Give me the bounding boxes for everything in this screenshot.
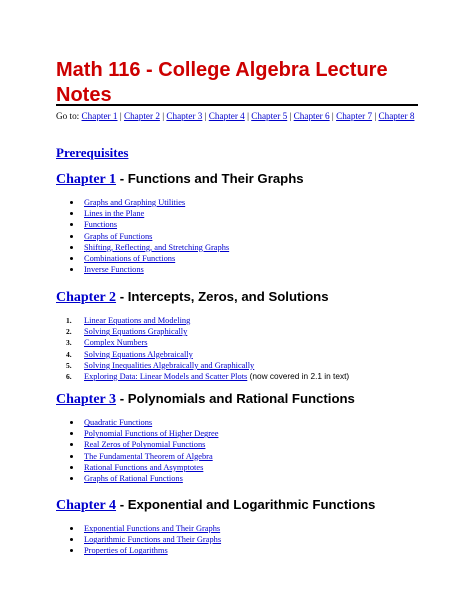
nav-separator: | [119,111,122,121]
list-item [56,264,446,275]
list-item [56,197,446,208]
nav-separator: | [374,111,377,121]
chapter-2-title: - Intercepts, Zeros, and Solutions [116,289,329,304]
list-item [56,439,446,450]
nav-separator: | [331,111,334,121]
topic-link[interactable]: Graphs of Rational Functions [84,473,183,483]
list-item [56,534,446,545]
list-item [56,428,446,439]
list-item [56,208,446,219]
list-item [56,231,446,242]
chapter-3-topic-list [56,417,446,484]
list-item [56,242,446,253]
chapter-4-heading [56,496,446,515]
prerequisites-heading [56,145,128,161]
chapter-3-title: - Polynomials and Rational Functions [116,391,355,406]
topic-link[interactable]: Rational Functions and Asymptotes [84,462,204,472]
list-item [56,371,446,382]
topic-link[interactable]: Combinations of Functions [84,253,176,263]
chapter-2-link[interactable]: Chapter 2 [56,290,117,305]
topic-link[interactable]: Properties of Logarithms [84,546,168,556]
item-number: 3. [66,338,72,348]
goto-prefix: Go to: [56,111,80,121]
nav-link-chapter-6[interactable]: Chapter 6 [293,111,330,121]
topic-link[interactable]: Functions [84,220,118,230]
item-number: 6. [66,371,72,381]
topic-link[interactable]: Graphs and Graphing Utilities [84,198,186,207]
prerequisites-link[interactable]: Prerequisites [56,145,129,160]
chapter-1-section [56,170,446,275]
nav-link-chapter-4[interactable]: Chapter 4 [208,111,245,121]
list-item [56,349,446,360]
topic-link[interactable]: Shifting, Reflecting, and Stretching Graphs [84,242,230,252]
chapter-2-section [56,288,446,382]
chapter-3-heading [56,390,446,409]
topic-link[interactable]: Exploring Data: Linear Models and Scatter Plots [84,371,248,381]
nav-separator: | [204,111,207,121]
list-item [56,462,446,473]
topic-link[interactable]: Lines in the Plane [84,209,145,219]
topic-link[interactable]: Inverse Functions [84,265,144,275]
chapter-1-heading [56,170,446,189]
chapter-1-title: - Functions and Their Graphs [116,171,304,186]
topic-link[interactable]: Quadratic Functions [84,418,153,427]
nav-link-chapter-5[interactable]: Chapter 5 [251,111,288,121]
nav-separator: | [247,111,249,121]
list-item [56,326,446,337]
nav-link-chapter-7[interactable]: Chapter 7 [336,111,373,121]
chapter-1-topic-list [56,197,446,275]
topic-link[interactable]: Polynomial Functions of Higher Degree [84,429,219,439]
topic-link[interactable]: Real Zeros of Polynomial Functions [84,440,206,450]
list-item [56,315,446,326]
page-title: Math 116 - College Algebra Lecture Notes [56,59,388,106]
list-item [56,219,446,230]
nav-link-chapter-3[interactable]: Chapter 3 [166,111,203,121]
list-item [56,523,446,534]
chapter-2-heading [56,288,446,307]
list-item [56,337,446,348]
chapter-nav [56,110,422,122]
topic-link[interactable]: Solving Inequalities Algebraically and Graphically [84,360,255,370]
chapter-4-section [56,496,446,557]
nav-link-chapter-2[interactable]: Chapter 2 [123,111,160,121]
item-number: 5. [66,360,72,370]
chapter-4-topic-list [56,523,446,557]
chapter-4-title: - Exponential and Logarithmic Functions [116,497,376,512]
item-number: 4. [66,349,72,359]
topic-link[interactable]: Complex Numbers [84,338,148,348]
topic-link[interactable]: Graphs of Functions [84,231,153,241]
chapter-2-topic-list [56,315,446,382]
list-item [56,253,446,264]
item-number: 2. [66,327,72,337]
list-item [56,417,446,428]
chapter-3-link[interactable]: Chapter 3 [56,392,117,407]
topic-link[interactable]: Solving Equations Algebraically [84,349,193,359]
topic-link[interactable]: The Fundamental Theorem of Algebra [84,451,213,461]
nav-link-chapter-8[interactable]: Chapter 8 [378,111,415,121]
topic-link[interactable]: Linear Equations and Modeling [84,316,191,325]
list-item [56,360,446,371]
topic-link[interactable]: Solving Equations Graphically [84,327,188,337]
chapter-4-link[interactable]: Chapter 4 [56,498,117,513]
nav-link-chapter-1[interactable]: Chapter 1 [81,111,118,121]
list-item [56,451,446,462]
coverage-note: (now covered in 2.1 in text) [247,370,350,381]
chapter-1-link[interactable]: Chapter 1 [56,172,117,187]
list-item [56,545,446,556]
item-number: 1. [66,316,72,325]
title-divider [56,104,418,106]
topic-link[interactable]: Logarithmic Functions and Their Graphs [84,535,222,545]
chapter-3-section [56,390,446,484]
topic-link[interactable]: Exponential Functions and Their Graphs [84,524,221,533]
list-item [56,473,446,484]
nav-separator: | [162,111,165,121]
nav-separator: | [289,111,292,121]
